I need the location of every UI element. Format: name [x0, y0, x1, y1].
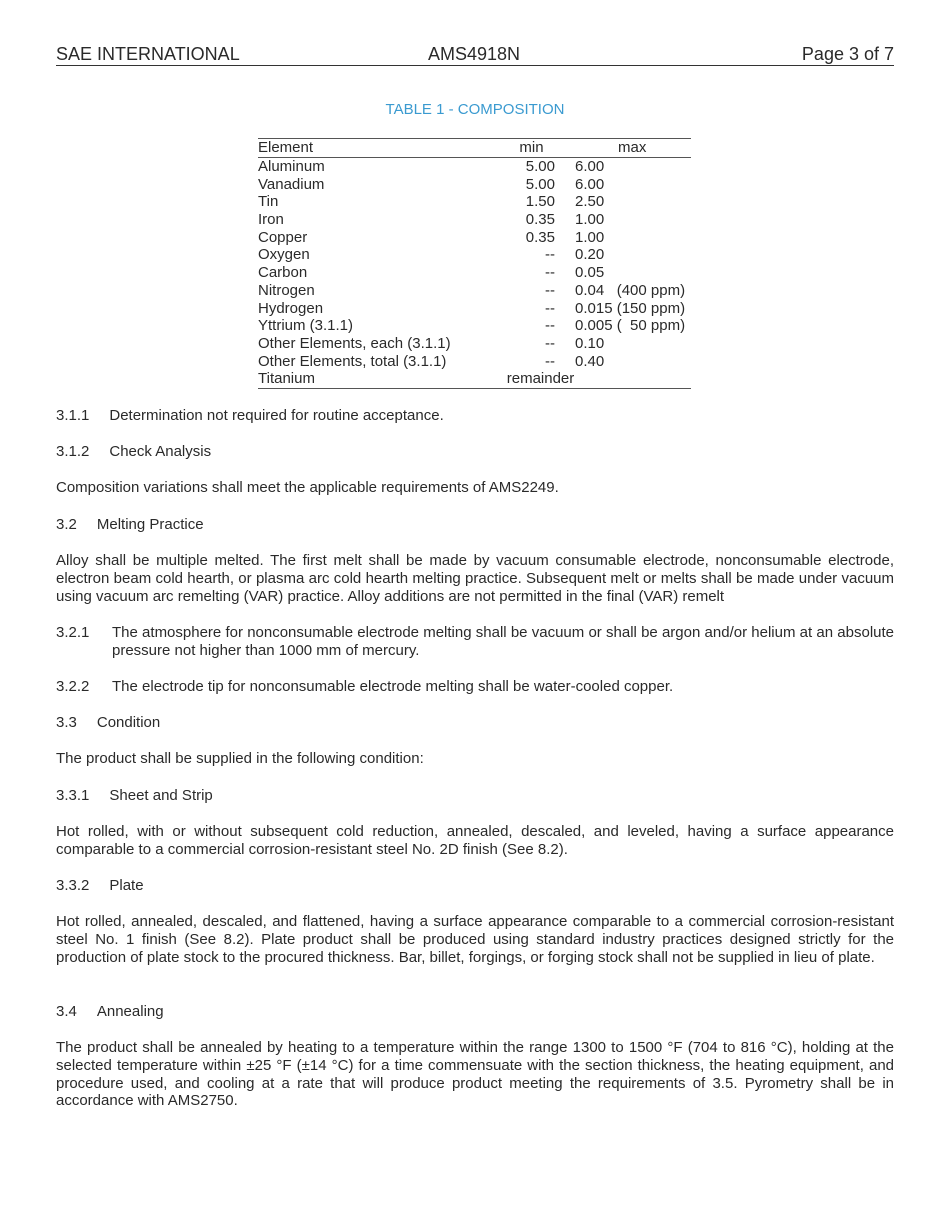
table-row: [258, 264, 691, 282]
section-3-3-2-text: Hot rolled, annealed, descaled, and flattened, having a surface appearance comparable to a commercial corrosion-resistant steel No. 1 finish (See 8.2). Plate product shall be produced using standard industry practices designed strictly for the production of plate stock to the procured thickness. Bar, billet, forgings, or forging stock shall not be supplied in lieu of plate.: [56, 913, 894, 966]
element-cell: Nitrogen: [258, 281, 315, 299]
section-3-3-text: The product shall be supplied in the following condition:: [56, 750, 424, 767]
composition-table: [258, 138, 691, 389]
max-cell: 0.015 (150 ppm): [575, 299, 686, 317]
min-cell: --: [545, 352, 555, 370]
min-cell: 5.00: [525, 158, 555, 175]
page-header: [56, 44, 894, 66]
max-cell: 0.05: [575, 264, 605, 282]
element-cell: Other Elements, total (3.1.1): [258, 352, 447, 370]
min-cell: --: [545, 299, 555, 317]
table-row: [258, 229, 691, 247]
element-cell: Titanium: [258, 370, 315, 388]
section-3-1-1: [56, 407, 444, 425]
table-row: [258, 246, 691, 264]
section-number: 3.2.2: [56, 678, 90, 695]
section-3-3-heading: [56, 714, 160, 732]
min-cell: 0.35: [525, 211, 555, 229]
section-number: 3.2.1: [56, 624, 90, 641]
element-cell: Yttrium (3.1.1): [258, 317, 354, 335]
section-number: 3.3.1: [56, 787, 90, 804]
section-number: 3.1.2: [56, 443, 90, 460]
header-document-number: AMS4918N: [428, 44, 521, 64]
element-cell: Vanadium: [258, 175, 325, 193]
section-3-4-text: The product shall be annealed by heating to a temperature within the range 1300 to 1500 °F (704 to 816 °C), holding at the selected temperature within ±25 °F (±14 °C) for a time commensuate with the section thickness, the heating equipment, and procedure used, and cooling at a rate that will produce product meeting the requirements of 3.5. Pyrometry shall be in accordance with AMS2750.: [56, 1039, 894, 1110]
min-cell: 1.50: [525, 193, 555, 211]
table-row: [258, 282, 691, 300]
section-number: 3.4: [56, 1003, 77, 1020]
section-text: Determination not required for routine acceptance.: [109, 407, 444, 424]
header-page-number: Page 3 of 7: [801, 44, 894, 64]
element-cell: Carbon: [258, 264, 308, 282]
min-cell: --: [545, 317, 555, 335]
max-cell: 0.10: [575, 334, 605, 352]
section-title: Sheet and Strip: [109, 787, 213, 804]
min-cell: --: [545, 334, 555, 352]
max-cell: 1.00: [575, 211, 605, 229]
section-number: 3.2: [56, 516, 77, 533]
element-cell: Aluminum: [258, 158, 325, 175]
column-header-min: min: [519, 139, 544, 156]
max-cell: 0.40: [575, 352, 605, 370]
element-cell: Other Elements, each (3.1.1): [258, 334, 451, 352]
table-row: [258, 158, 691, 176]
section-title: Condition: [96, 714, 161, 731]
header-organization: SAE INTERNATIONAL: [56, 44, 240, 64]
min-cell: --: [545, 264, 555, 282]
section-title: Check Analysis: [109, 443, 212, 460]
max-cell: 6.00: [575, 158, 605, 175]
max-cell: 2.50: [575, 193, 605, 211]
element-cell: Copper: [258, 228, 308, 246]
section-text: The electrode tip for nonconsumable electrode melting shall be water-cooled copper.: [112, 678, 674, 695]
min-cell: --: [545, 246, 555, 264]
column-header-max: max: [618, 139, 647, 156]
min-cell: remainder: [506, 370, 575, 388]
table-row: [258, 335, 691, 353]
table-row: [258, 300, 691, 318]
table-row: [258, 193, 691, 211]
section-title: Annealing: [96, 1003, 164, 1020]
column-header-element: Element: [258, 139, 314, 156]
max-cell: 1.00: [575, 228, 605, 246]
element-cell: Oxygen: [258, 246, 310, 264]
section-number: 3.1.1: [56, 407, 90, 424]
table-row: [258, 211, 691, 229]
section-3-1-2-text: Composition variations shall meet the applicable requirements of AMS2249.: [56, 479, 559, 496]
section-title: Melting Practice: [96, 516, 204, 533]
min-cell: --: [545, 281, 555, 299]
table-title: TABLE 1 - COMPOSITION: [385, 101, 565, 118]
section-3-2-text: Alloy shall be multiple melted. The first melt shall be made by vacuum consumable electrode, nonconsumable electrode, electron beam cold hearth, or plasma arc cold hearth melting practice. Subsequent melt or melts shall be made under vacuum using vacuum arc remelting (VAR) practice. Alloy additions are not permitted in the final (VAR) remelt: [56, 552, 894, 605]
section-number: 3.3.2: [56, 877, 90, 894]
max-cell: 0.04 (400 ppm): [575, 281, 686, 299]
max-cell: 0.20: [575, 246, 605, 264]
section-number: 3.3: [56, 714, 77, 731]
min-cell: 5.00: [525, 175, 555, 193]
section-3-3-2-heading: [56, 877, 144, 895]
table-row: [258, 317, 691, 335]
min-cell: 0.35: [525, 228, 555, 246]
section-3-2-1: [56, 624, 894, 660]
max-cell: 0.005 ( 50 ppm): [575, 317, 686, 335]
element-cell: Tin: [258, 193, 279, 211]
max-cell: 6.00: [575, 175, 605, 193]
table-header-row: [258, 139, 691, 158]
table-row: [258, 176, 691, 194]
section-text: The atmosphere for nonconsumable electrode melting shall be vacuum or shall be argon and/or helium at an absolute pressure not higher than 1000 mm of mercury.: [112, 624, 894, 659]
section-title: Plate: [109, 877, 144, 894]
section-3-2-2: [56, 678, 894, 696]
section-3-1-2-heading: [56, 443, 211, 461]
section-3-2-heading: [56, 516, 204, 534]
element-cell: Iron: [258, 211, 284, 229]
table-row: [258, 353, 691, 371]
section-3-4-heading: [56, 1003, 164, 1021]
table-row: [258, 370, 691, 388]
section-3-3-1-heading: [56, 787, 213, 805]
section-3-3-1-text: Hot rolled, with or without subsequent cold reduction, annealed, descaled, and leveled, having a surface appearance comparable to a commercial corrosion-resistant steel No. 2D finish (See 8.2).: [56, 823, 894, 858]
element-cell: Hydrogen: [258, 299, 324, 317]
